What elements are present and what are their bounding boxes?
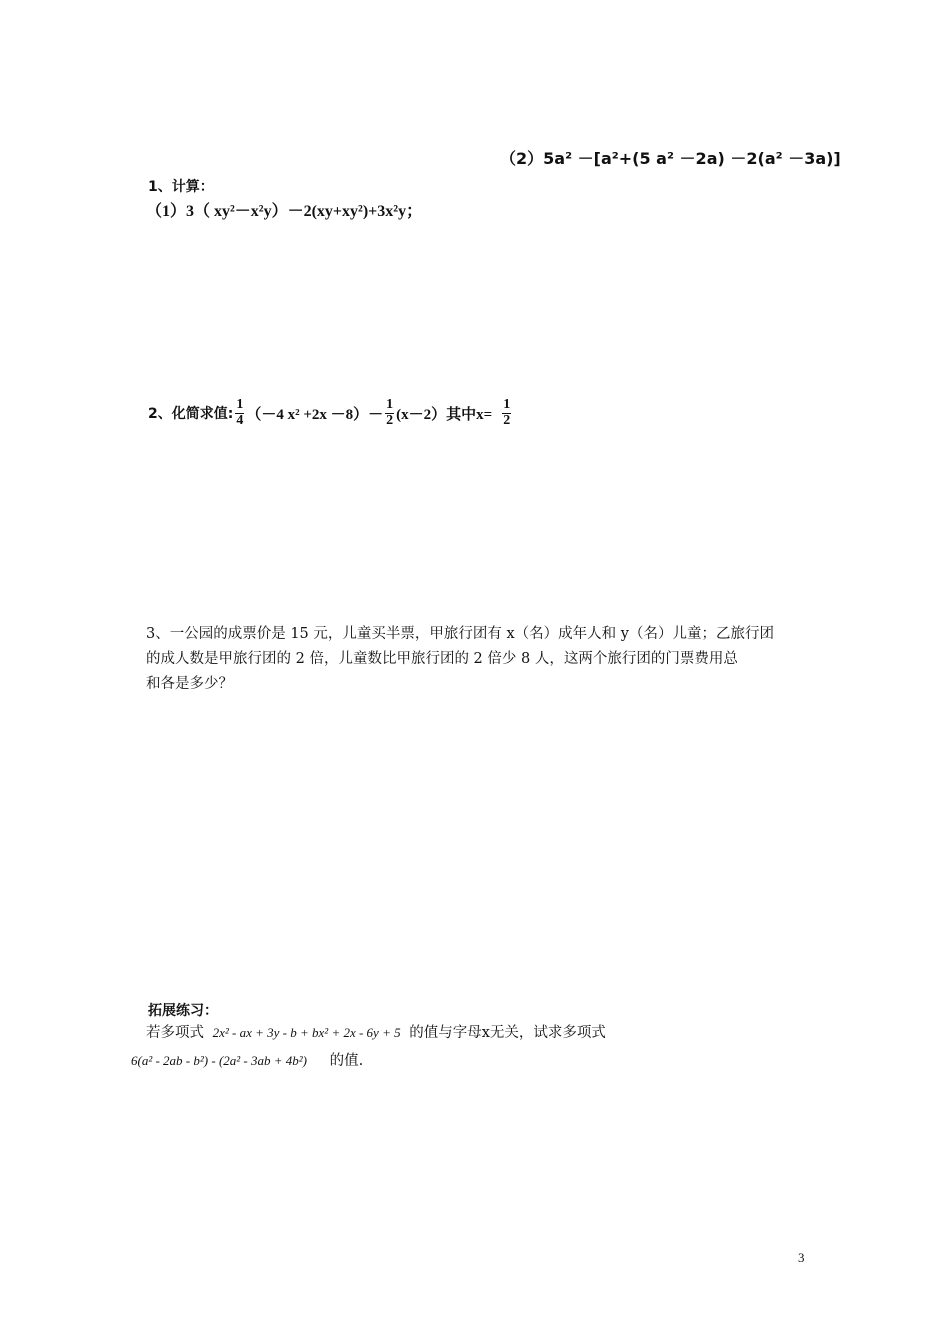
problem1-part2 xyxy=(500,146,841,169)
extension-heading xyxy=(148,1000,218,1020)
problem3-line2: 的成人数是甲旅行团的 2 倍，儿童数比甲旅行团的 2 倍少 8 人，这两个旅行团的门票费用总 xyxy=(146,651,738,667)
problem1-part1 xyxy=(146,198,422,221)
extension-polynomial: 2x² - ax + 3y - b + bx² + 2x - 6y + 5 xyxy=(212,1025,401,1040)
problem2-expression xyxy=(148,398,513,428)
problem3-line3: 和各是多少？ xyxy=(146,676,233,692)
fraction-x-value xyxy=(502,398,511,428)
problem1-part1-text: （1）3（ xy²－x²y）－2(xy+xy²)+3x²y； xyxy=(146,203,423,220)
problem1-label-text: 1、计算： xyxy=(148,179,214,195)
fraction-numerator: 1 xyxy=(503,397,511,412)
page-number-text: 3 xyxy=(798,1250,805,1265)
page-number xyxy=(798,1250,805,1266)
fraction-one-half xyxy=(385,398,394,428)
extension-line1-suffix: 的值与字母x无关，试求多项式 xyxy=(409,1025,606,1041)
extension-expression: 6(a² - 2ab - b²) - (2a² - 3ab + 4b²) xyxy=(131,1053,307,1068)
problem2-label: 2、化简求值: xyxy=(148,406,234,423)
problem1-label xyxy=(148,176,214,196)
extension-line1 xyxy=(146,1020,606,1046)
problem1-part2-text: （2）5a² －[a²+(5 a² －2a) －2(a² －3a)] xyxy=(500,149,841,168)
problem3 xyxy=(146,622,774,697)
fraction-denominator: 2 xyxy=(503,412,511,428)
problem2-tail: (x－2）其中x= xyxy=(396,406,493,423)
fraction-numerator: 1 xyxy=(386,397,394,412)
extension-line2 xyxy=(131,1048,363,1074)
extension-line1-prefix: 若多项式 xyxy=(146,1025,204,1041)
problem3-line1: 3、一公园的成票价是 15 元，儿童买半票，甲旅行团有 x（名）成年人和 y（名）儿童；乙旅行团 xyxy=(146,626,774,642)
extension-heading-text: 拓展练习： xyxy=(148,1003,218,1019)
extension-line2-suffix: 的值. xyxy=(329,1053,364,1069)
fraction-one-quarter xyxy=(235,398,244,428)
fraction-denominator: 4 xyxy=(236,412,244,428)
problem2-middle: （－4 x² +2x －8）－ xyxy=(246,406,384,423)
fraction-numerator: 1 xyxy=(236,397,244,412)
fraction-denominator: 2 xyxy=(386,412,394,428)
